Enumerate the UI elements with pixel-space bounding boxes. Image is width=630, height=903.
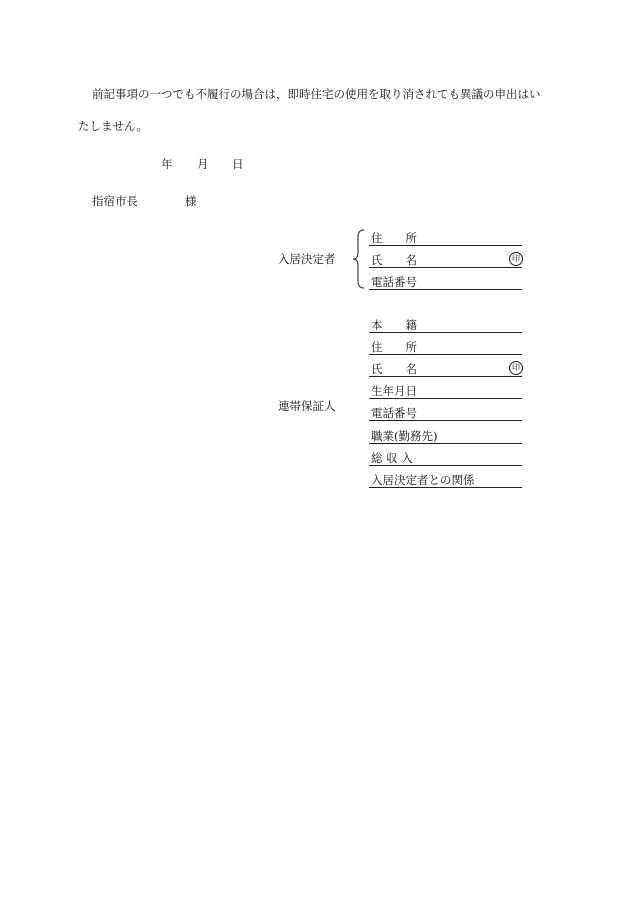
occupant-field-name: 氏 名 [371,253,417,267]
occupant-name-line [369,267,522,268]
guarantor-seal-icon: 印 [509,361,523,375]
guarantor-field-relation: 入居決定者との関係 [371,473,475,487]
guarantor-field-phone: 電話番号 [371,406,417,420]
guarantor-field-name: 氏 名 [371,362,417,376]
guarantor-occupation-line [369,443,522,444]
guarantor-field-birthdate: 生年月日 [371,384,417,398]
occupant-brace [352,229,366,289]
guarantor-field-occupation: 職業(勤務先) [371,429,438,443]
guarantor-label: 連帯保証人 [278,399,336,413]
guarantor-field-domicile: 本 籍 [371,318,417,332]
date-month: 月 [197,157,209,171]
occupant-field-phone: 電話番号 [371,275,417,289]
paragraph-line-1: 前記事項の一つでも不履行の場合は，即時住宅の使用を取り消されても異議の申出はい [92,87,541,101]
occupant-seal-icon: 印 [509,252,523,266]
paragraph-line-2: たしません。 [78,119,148,133]
addressee-name: 指宿市長 [92,194,138,208]
guarantor-birthdate-line [369,398,522,399]
guarantor-address-line [369,354,522,355]
guarantor-field-address: 住 所 [371,340,417,354]
occupant-phone-line [369,289,522,290]
guarantor-field-income: 総 収 入 [371,451,413,465]
occupant-address-line [369,245,522,246]
guarantor-income-line [369,465,522,466]
guarantor-phone-line [369,420,522,421]
addressee-honorific: 様 [185,194,197,208]
guarantor-name-line [369,376,522,377]
occupant-label: 入居決定者 [278,252,336,266]
guarantor-relation-line [369,487,522,488]
date-day: 日 [232,157,244,171]
guarantor-domicile-line [369,332,522,333]
occupant-field-address: 住 所 [371,231,417,245]
date-year: 年 [161,157,173,171]
